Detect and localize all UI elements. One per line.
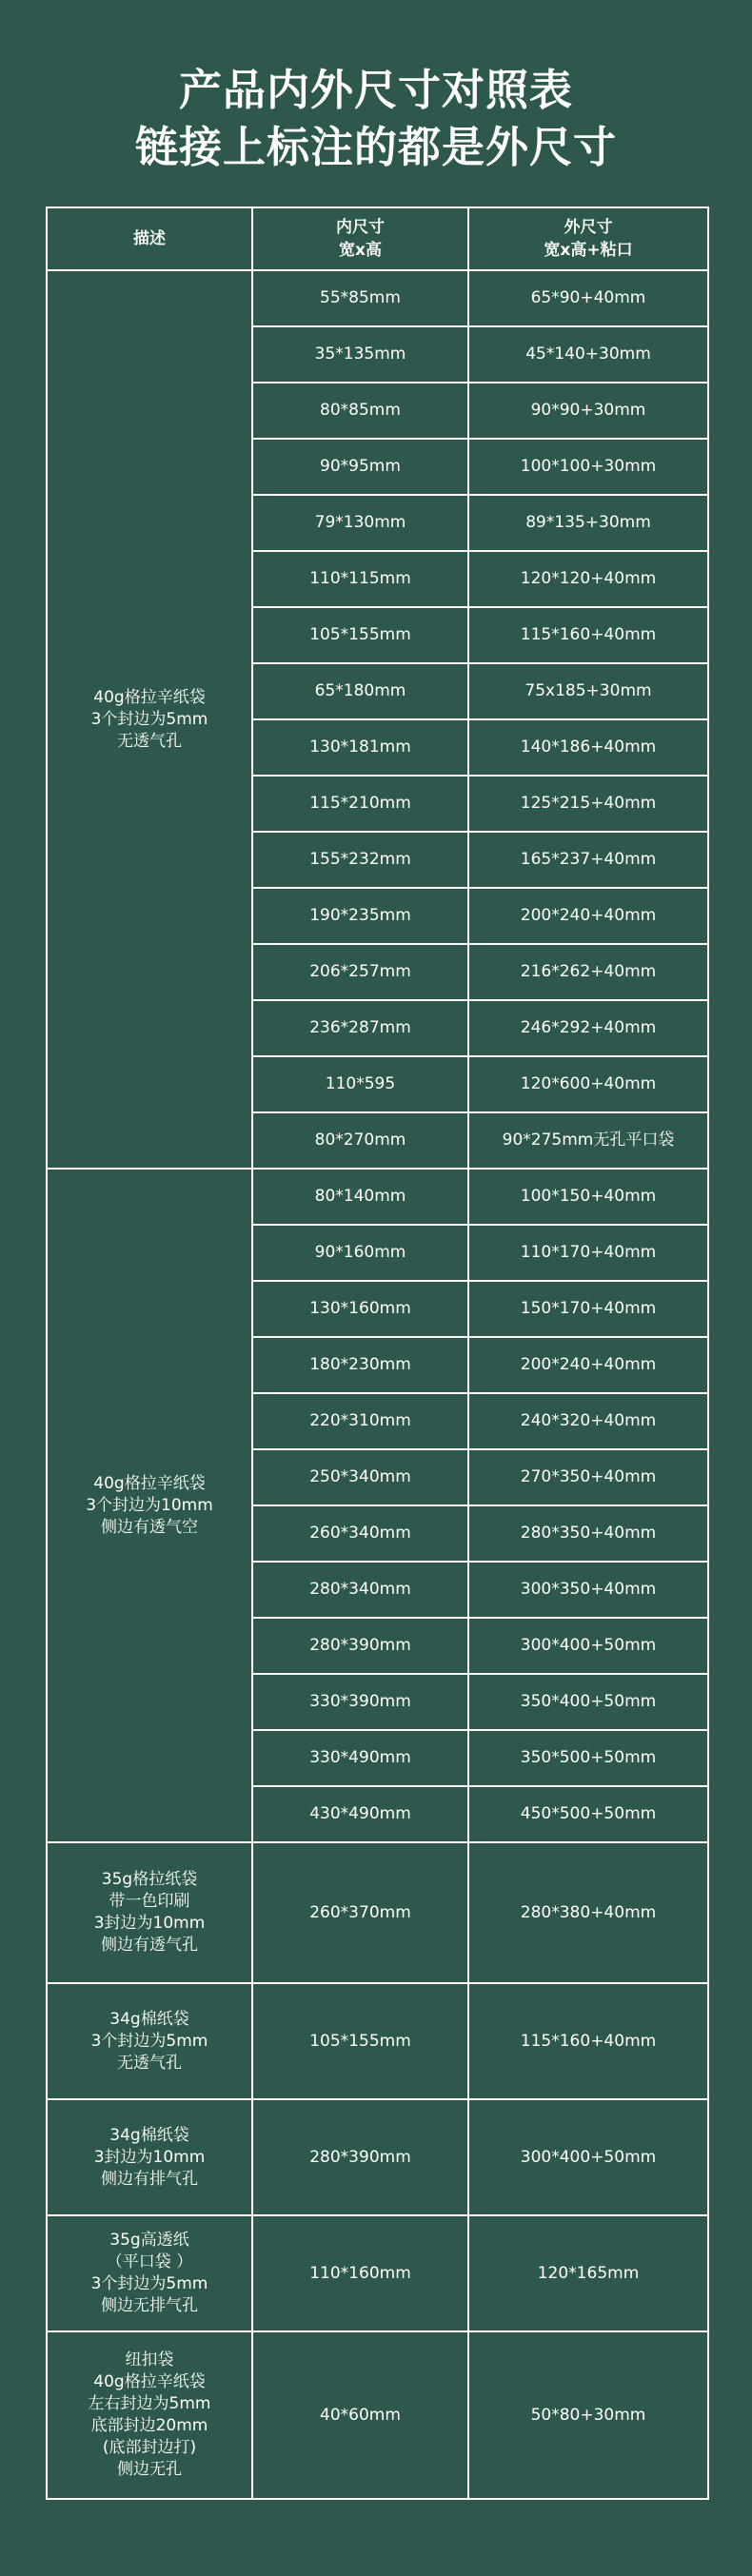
inner-size-cell: 206*257mm (252, 944, 468, 1000)
inner-size-cell: 105*155mm (252, 1983, 468, 2099)
product-description: 34g棉纸袋 3封边为10mm 侧边有排气孔 (47, 2099, 252, 2215)
table-row (47, 1169, 708, 1225)
outer-size-cell: 450*500+50mm (468, 1786, 708, 1842)
product-description: 35g高透纸 （平口袋 ） 3个封边为5mm 侧边无排气孔 (47, 2215, 252, 2331)
inner-size-cell: 90*160mm (252, 1225, 468, 1281)
inner-size-cell: 80*85mm (252, 383, 468, 439)
inner-size-cell: 430*490mm (252, 1786, 468, 1842)
outer-size-cell: 100*150+40mm (468, 1169, 708, 1225)
outer-size-cell: 50*80+30mm (468, 2331, 708, 2499)
outer-size-cell: 350*400+50mm (468, 1674, 708, 1730)
outer-size-cell: 200*240+40mm (468, 1337, 708, 1393)
product-description: 纽扣袋 40g格拉辛纸袋 左右封边为5mm 底部封边20mm (底部封边打) 侧边无孔 (47, 2331, 252, 2499)
outer-size-cell: 120*120+40mm (468, 551, 708, 607)
page-title: 产品内外尺寸对照表 (178, 65, 573, 115)
inner-size-cell: 280*390mm (252, 2099, 468, 2215)
outer-size-cell: 110*170+40mm (468, 1225, 708, 1281)
outer-size-cell: 125*215+40mm (468, 776, 708, 832)
outer-size-cell: 150*170+40mm (468, 1281, 708, 1337)
table-row (47, 1842, 708, 1983)
header-description: 描述 (47, 207, 252, 270)
inner-size-cell: 130*160mm (252, 1281, 468, 1337)
outer-size-cell: 216*262+40mm (468, 944, 708, 1000)
product-description: 35g格拉纸袋 带一色印刷 3封边为10mm 侧边有透气孔 (47, 1842, 252, 1983)
inner-size-cell: 40*60mm (252, 2331, 468, 2499)
outer-size-cell: 75x185+30mm (468, 663, 708, 719)
inner-size-cell: 220*310mm (252, 1393, 468, 1449)
outer-size-cell: 45*140+30mm (468, 326, 708, 383)
outer-size-cell: 65*90+40mm (468, 270, 708, 326)
outer-size-cell: 165*237+40mm (468, 832, 708, 888)
inner-size-cell: 105*155mm (252, 607, 468, 663)
table-row (47, 2331, 708, 2499)
inner-size-cell: 130*181mm (252, 719, 468, 776)
header-inner-size: 内尺寸 宽x高 (252, 207, 468, 270)
table-row (47, 1983, 708, 2099)
inner-size-cell: 330*390mm (252, 1674, 468, 1730)
inner-size-cell: 90*95mm (252, 439, 468, 495)
product-description: 40g格拉辛纸袋 3个封边为10mm 侧边有透气空 (47, 1169, 252, 1842)
outer-size-cell: 90*275mm无孔平口袋 (468, 1112, 708, 1169)
table-header-row (47, 207, 708, 270)
inner-size-cell: 330*490mm (252, 1730, 468, 1786)
inner-size-cell: 35*135mm (252, 326, 468, 383)
outer-size-cell: 240*320+40mm (468, 1393, 708, 1449)
inner-size-cell: 65*180mm (252, 663, 468, 719)
inner-size-cell: 110*160mm (252, 2215, 468, 2331)
product-description: 40g格拉辛纸袋 3个封边为5mm 无透气孔 (47, 270, 252, 1169)
table-row (47, 270, 708, 326)
table-row (47, 2099, 708, 2215)
inner-size-cell: 155*232mm (252, 832, 468, 888)
page-subtitle: 链接上标注的都是外尺寸 (134, 122, 617, 172)
outer-size-cell: 120*165mm (468, 2215, 708, 2331)
inner-size-cell: 110*115mm (252, 551, 468, 607)
inner-size-cell: 280*390mm (252, 1618, 468, 1674)
inner-size-cell: 180*230mm (252, 1337, 468, 1393)
product-description: 34g棉纸袋 3个封边为5mm 无透气孔 (47, 1983, 252, 2099)
inner-size-cell: 260*340mm (252, 1505, 468, 1562)
outer-size-cell: 120*600+40mm (468, 1056, 708, 1112)
inner-size-cell: 250*340mm (252, 1449, 468, 1505)
outer-size-cell: 90*90+30mm (468, 383, 708, 439)
inner-size-cell: 115*210mm (252, 776, 468, 832)
inner-size-cell: 110*595 (252, 1056, 468, 1112)
size-comparison-table (46, 206, 709, 2500)
outer-size-cell: 270*350+40mm (468, 1449, 708, 1505)
inner-size-cell: 236*287mm (252, 1000, 468, 1056)
outer-size-cell: 300*350+40mm (468, 1562, 708, 1618)
outer-size-cell: 300*400+50mm (468, 1618, 708, 1674)
table-row (47, 2215, 708, 2331)
inner-size-cell: 80*140mm (252, 1169, 468, 1225)
inner-size-cell: 190*235mm (252, 888, 468, 944)
inner-size-cell: 280*340mm (252, 1562, 468, 1618)
inner-size-cell: 260*370mm (252, 1842, 468, 1983)
outer-size-cell: 140*186+40mm (468, 719, 708, 776)
inner-size-cell: 55*85mm (252, 270, 468, 326)
outer-size-cell: 115*160+40mm (468, 1983, 708, 2099)
inner-size-cell: 80*270mm (252, 1112, 468, 1169)
outer-size-cell: 100*100+30mm (468, 439, 708, 495)
outer-size-cell: 350*500+50mm (468, 1730, 708, 1786)
outer-size-cell: 115*160+40mm (468, 607, 708, 663)
header-outer-size: 外尺寸 宽x高+粘口 (468, 207, 708, 270)
outer-size-cell: 280*350+40mm (468, 1505, 708, 1562)
inner-size-cell: 79*130mm (252, 495, 468, 551)
outer-size-cell: 246*292+40mm (468, 1000, 708, 1056)
outer-size-cell: 89*135+30mm (468, 495, 708, 551)
outer-size-cell: 300*400+50mm (468, 2099, 708, 2215)
outer-size-cell: 200*240+40mm (468, 888, 708, 944)
outer-size-cell: 280*380+40mm (468, 1842, 708, 1983)
